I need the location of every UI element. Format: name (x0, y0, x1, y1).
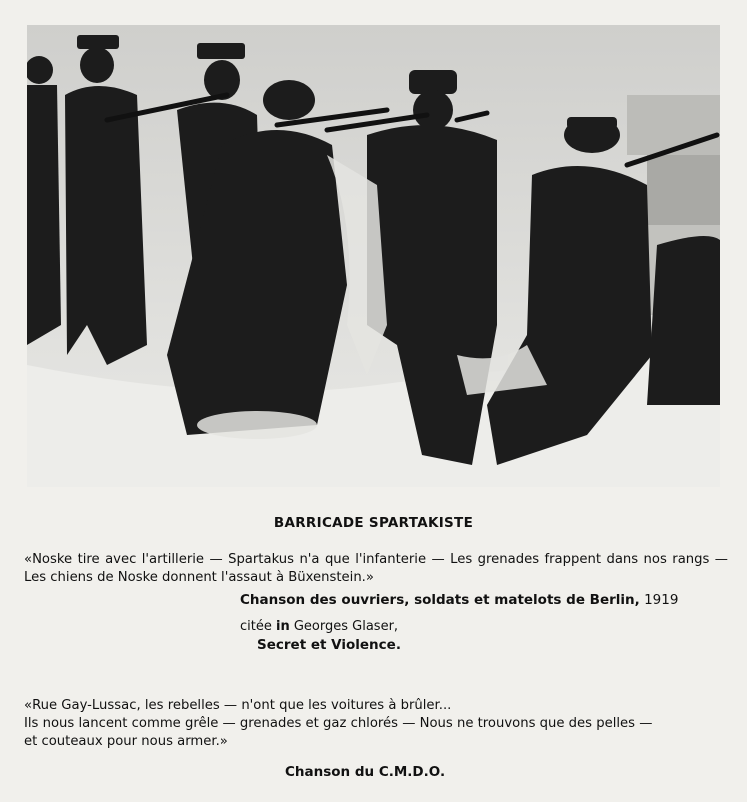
book-title: Secret et Violence. (257, 637, 401, 653)
in-word: in (276, 619, 290, 634)
barricade-photo (27, 25, 720, 487)
photo-caption: BARRICADE SPARTAKISTE (273, 515, 474, 531)
cmdo-source: Chanson du C.M.D.O. (285, 764, 446, 780)
quote2-line: et couteaux pour nous armer.» (24, 734, 228, 749)
photo-illustration (27, 25, 720, 487)
citation-author: Georges Glaser, (293, 619, 399, 634)
quote2-line: «Rue Gay-Lussac, les rebelles — n'ont que les voitures à brûler... (24, 698, 452, 713)
song-title: Chanson des ouvriers, soldats et matelots de Berlin, (240, 592, 640, 608)
song-source (240, 592, 678, 608)
citation-line (240, 619, 398, 634)
quote2-line: Ils nous lancent comme grêle — grenades et gaz chlorés — Nous ne trouvons que des pelles — (24, 716, 653, 731)
quote-gay-lussac (24, 697, 728, 751)
quote-spartakus: «Noske tire avec l'artillerie — Spartakus n'a que l'infanterie — Les grenades frappent dans nos rangs — Les chiens de Noske donnent l'assaut à Büxenstein.» (24, 552, 728, 585)
song-year: 1919 (644, 592, 679, 608)
citee-word: citée (240, 619, 272, 634)
